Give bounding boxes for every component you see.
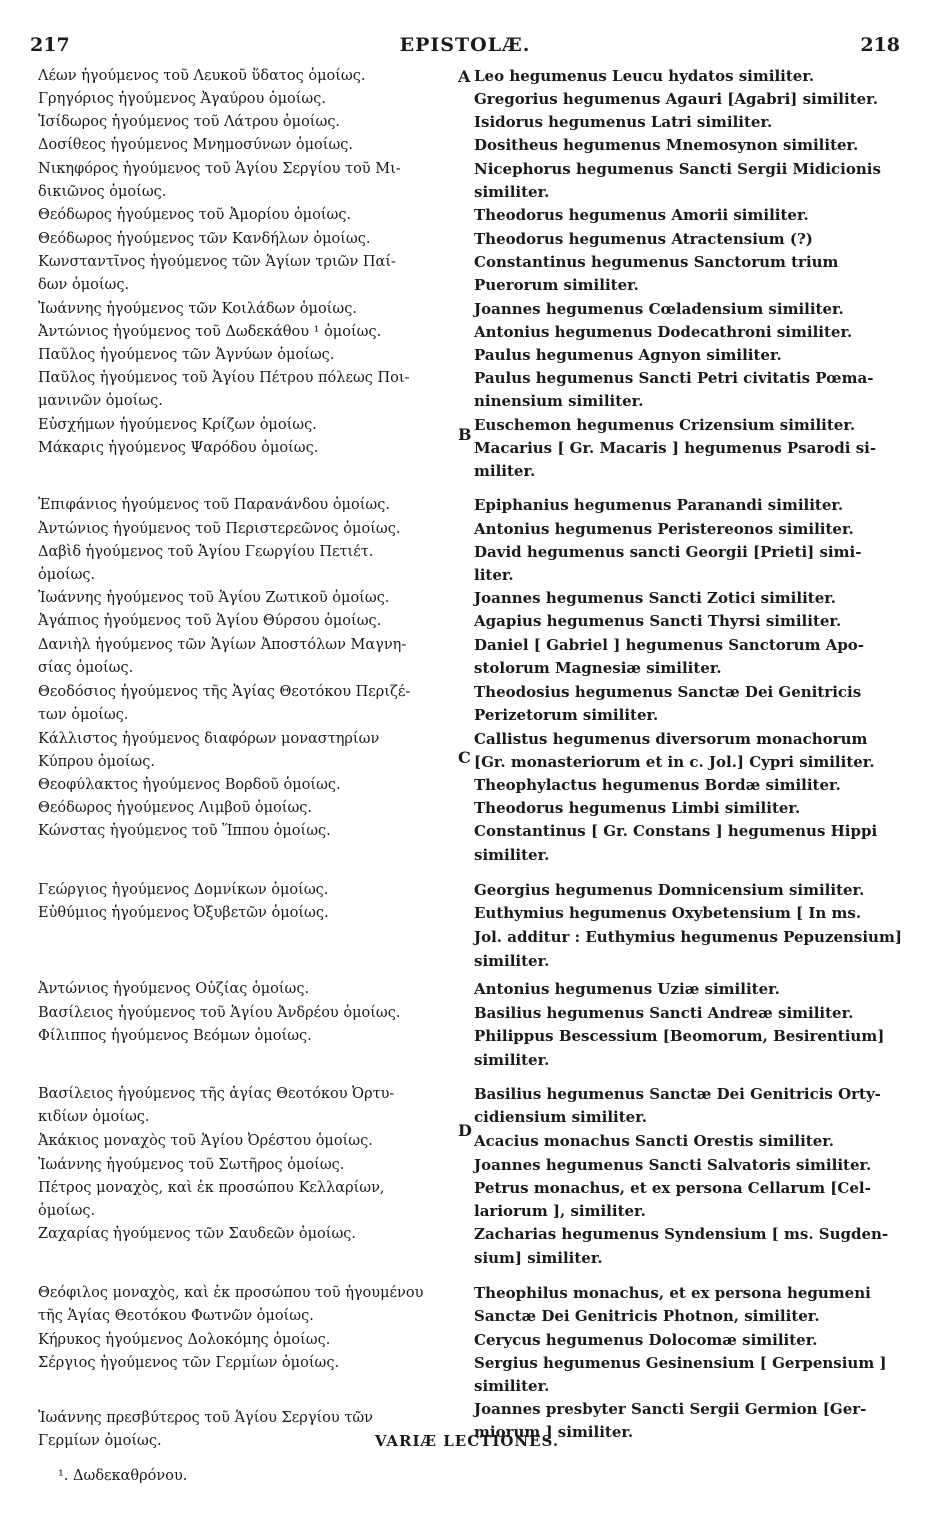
latin-line: Georgius hegumenus Domnicensium similiter.: [474, 881, 865, 899]
margin-letter: A: [458, 67, 471, 86]
latin-line: Basilius hegumenus Sancti Andreæ similiter.: [474, 1004, 854, 1022]
greek-line: των ὁμοίως.: [38, 707, 129, 723]
margin-letter: B: [458, 425, 472, 444]
latin-line: similiter.: [474, 1051, 550, 1069]
greek-line: Γρηγόριος ἡγούμενος Ἀγαύρου ὁμοίως.: [38, 91, 326, 107]
latin-line: Cerycus hegumenus Dolocomæ similiter.: [474, 1331, 818, 1349]
greek-line: δων ὁμοίως.: [38, 277, 130, 293]
latin-line: Theodorus hegumenus Amorii similiter.: [474, 206, 809, 224]
latin-line: Callistus hegumenus diversorum monachorum: [474, 730, 868, 748]
greek-line: Δανιὴλ ἡγούμενος τῶν Ἁγίων Ἀποστόλων Μαγνη-: [38, 637, 407, 653]
greek-line: Ἀκάκιος μοναχὸς τοῦ Ἁγίου Ὀρέστου ὁμοίως.: [38, 1133, 373, 1149]
greek-line: Κάλλιστος ἡγούμενος διαφόρων μοναστηρίων: [38, 731, 380, 747]
margin-letter: C: [458, 748, 471, 767]
latin-line: Theodorus hegumenus Limbi similiter.: [474, 799, 801, 817]
greek-line: Κύπρου ὁμοίως.: [38, 754, 155, 770]
latin-line: Joannes hegumenus Cœladensium similiter.: [474, 300, 844, 318]
greek-line: Νικηφόρος ἡγούμενος τοῦ Ἁγίου Σεργίου τοῦ Μι-: [38, 161, 401, 177]
latin-line: Sergius hegumenus Gesinensium [ Gerpensium ]: [474, 1354, 887, 1372]
greek-line: κιδίων ὁμοίως.: [38, 1109, 150, 1125]
greek-line: Εὐσχήμων ἡγούμενος Κρίζων ὁμοίως.: [38, 417, 317, 433]
left-page-number: 217: [30, 34, 70, 56]
latin-line: Epiphanius hegumenus Paranandi similiter.: [474, 496, 844, 514]
latin-line: militer.: [474, 462, 536, 480]
latin-line: Agapius hegumenus Sancti Thyrsi similiter.: [474, 612, 842, 630]
latin-line: Leo hegumenus Leucu hydatos similiter.: [474, 67, 815, 85]
latin-line: Macarius [ Gr. Macaris ] hegumenus Psarodi si-: [474, 439, 877, 457]
greek-line: Ἀντώνιος ἡγούμενος τοῦ Περιστερεῶνος ὁμοίως.: [38, 521, 401, 537]
greek-line: Ἀντώνιος ἡγούμενος Οὐζίας ὁμοίως.: [38, 981, 310, 997]
latin-line: Joannes presbyter Sancti Sergii Germion [Ger-: [474, 1400, 867, 1418]
greek-line: Κήρυκος ἡγούμενος Δολοκόμης ὁμοίως.: [38, 1332, 331, 1348]
latin-line: similiter.: [474, 846, 550, 864]
latin-line: similiter.: [474, 952, 550, 970]
greek-line: σίας ὁμοίως.: [38, 660, 134, 676]
latin-line: Sanctæ Dei Genitricis Photnon, similiter.: [474, 1307, 820, 1325]
greek-line: Μάκαρις ἡγούμενος Ψαρόδου ὁμοίως.: [38, 440, 319, 456]
right-page-number: 218: [860, 34, 900, 56]
latin-line: Joannes hegumenus Sancti Salvatoris similiter.: [474, 1156, 872, 1174]
latin-line: miorum ] similiter.: [474, 1423, 634, 1441]
greek-line: ὁμοίως.: [38, 1203, 96, 1219]
greek-line: Θεοδόσιος ἡγούμενος τῆς Ἁγίας Θεοτόκου Περιζέ-: [38, 684, 411, 700]
greek-line: Ἐπιφάνιος ἡγούμενος τοῦ Παρανάνδου ὁμοίως.: [38, 497, 390, 513]
greek-line: Γερμίων ὁμοίως.: [38, 1433, 162, 1449]
latin-line: ninensium similiter.: [474, 392, 644, 410]
latin-line: Theophilus monachus, et ex persona hegumeni: [474, 1284, 871, 1302]
greek-line: μανινῶν ὁμοίως.: [38, 393, 163, 409]
latin-line: Constantinus hegumenus Sanctorum trium: [474, 253, 839, 271]
greek-line: Ζαχαρίας ἡγούμενος τῶν Σαυδεῶν ὁμοίως.: [38, 1226, 357, 1242]
latin-line: Euthymius hegumenus Oxybetensium [ In ms.: [474, 904, 862, 922]
latin-line: Nicephorus hegumenus Sancti Sergii Midicionis: [474, 160, 881, 178]
latin-line: Philippus Bescessium [Beomorum, Besirentium]: [474, 1027, 885, 1045]
latin-line: stolorum Magnesiæ similiter.: [474, 659, 722, 677]
greek-line: Θεοφύλακτος ἡγούμενος Βορδοῦ ὁμοίως.: [38, 777, 341, 793]
latin-line: Isidorus hegumenus Latri similiter.: [474, 113, 773, 131]
latin-line: Antonius hegumenus Dodecathroni similiter.: [474, 323, 853, 341]
greek-line: δικιῶνος ὁμοίως.: [38, 184, 167, 200]
latin-line: Jol. additur : Euthymius hegumenus Pepuzensium]: [474, 928, 902, 946]
latin-line: Paulus hegumenus Agnyon similiter.: [474, 346, 782, 364]
margin-letter: D: [458, 1121, 472, 1140]
greek-line: Βασίλειος ἡγούμενος τοῦ Ἁγίου Ἀνδρέου ὁμοίως.: [38, 1005, 401, 1021]
greek-line: τῆς Ἁγίας Θεοτόκου Φωτνῶν ὁμοίως.: [38, 1308, 314, 1324]
latin-line: similiter.: [474, 183, 550, 201]
greek-line: Λέων ἡγούμενος τοῦ Λευκοῦ ὕδατος ὁμοίως.: [38, 68, 366, 84]
greek-line: Βασίλειος ἡγούμενος τῆς ἁγίας Θεοτόκου Ὀρτυ-: [38, 1086, 395, 1102]
greek-line: Δοσίθεος ἡγούμενος Μνημοσύνων ὁμοίως.: [38, 137, 353, 153]
running-title: EPISTOLÆ.: [399, 34, 531, 56]
latin-line: Paulus hegumenus Sancti Petri civitatis Pœma-: [474, 369, 874, 387]
greek-line: ὁμοίως.: [38, 567, 96, 583]
latin-line: Acacius monachus Sancti Orestis similiter.: [474, 1132, 835, 1150]
latin-line: Puerorum similiter.: [474, 276, 639, 294]
latin-line: Euschemon hegumenus Crizensium similiter.: [474, 416, 856, 434]
greek-line: Ἀντώνιος ἡγούμενος τοῦ Δωδεκάθου ¹ ὁμοίως.: [38, 324, 382, 340]
greek-line: Παῦλος ἡγούμενος τῶν Ἀγνύων ὁμοίως.: [38, 347, 335, 363]
latin-line: Daniel [ Gabriel ] hegumenus Sanctorum Apo-: [474, 636, 865, 654]
greek-line: Ἰωάννης ἡγούμενος τοῦ Ἁγίου Ζωτικοῦ ὁμοίως.: [38, 590, 390, 606]
latin-line: Basilius hegumenus Sanctæ Dei Genitricis Orty-: [474, 1085, 881, 1103]
latin-line: Antonius hegumenus Uziæ similiter.: [474, 980, 780, 998]
greek-line: Κωνσταντῖνος ἡγούμενος τῶν Ἁγίων τριῶν Παί-: [38, 254, 396, 270]
greek-line: Θεόφιλος μοναχὸς, καὶ ἐκ προσώπου τοῦ ἡγουμένου: [38, 1285, 424, 1301]
greek-line: Δαβὶδ ἡγούμενος τοῦ Ἁγίου Γεωργίου Πετιέτ.: [38, 544, 374, 560]
greek-line: Γεώργιος ἡγούμενος Δομνίκων ὁμοίως.: [38, 882, 329, 898]
latin-line: Petrus monachus, et ex persona Cellarum [Cel-: [474, 1179, 871, 1197]
greek-line: Φίλιππος ἡγούμενος Βεόμων ὁμοίως.: [38, 1028, 312, 1044]
latin-line: liter.: [474, 566, 514, 584]
page-header: [30, 34, 900, 64]
latin-line: lariorum ], similiter.: [474, 1202, 646, 1220]
latin-line: Antonius hegumenus Peristereonos similiter.: [474, 520, 854, 538]
greek-line: Θεόδωρος ἡγούμενος τῶν Κανδήλων ὁμοίως.: [38, 231, 371, 247]
latin-line: similiter.: [474, 1377, 550, 1395]
greek-line: Εὐθύμιος ἡγούμενος Ὀξυβετῶν ὁμοίως.: [38, 905, 329, 921]
latin-line: Theodorus hegumenus Atractensium (?): [474, 230, 813, 248]
greek-line: Ἰωάννης πρεσβύτερος τοῦ Ἁγίου Σεργίου τῶν: [38, 1410, 374, 1426]
variae-lectiones-heading: VARIÆ LECTIONES.: [374, 1432, 560, 1450]
greek-line: Θεόδωρος ἡγούμενος Λιμβοῦ ὁμοίως.: [38, 800, 313, 816]
greek-line: Σέργιος ἡγούμενος τῶν Γερμίων ὁμοίως.: [38, 1355, 340, 1371]
greek-line: Ἰσίδωρος ἡγούμενος τοῦ Λάτρου ὁμοίως.: [38, 114, 341, 130]
greek-line: Ἀγάπιος ἡγούμενος τοῦ Ἁγίου Θύρσου ὁμοίως.: [38, 613, 382, 629]
latin-line: [Gr. monasteriorum et in c. Jol.] Cypri similiter.: [474, 753, 875, 771]
latin-line: Zacharias hegumenus Syndensium [ ms. Sugden-: [474, 1225, 889, 1243]
latin-line: Gregorius hegumenus Agauri [Agabri] similiter.: [474, 90, 878, 108]
latin-line: Joannes hegumenus Sancti Zotici similiter.: [474, 589, 836, 607]
latin-line: Theodosius hegumenus Sanctæ Dei Genitricis: [474, 683, 862, 701]
greek-line: Πέτρος μοναχὸς, καὶ ἐκ προσώπου Κελλαρίων,: [38, 1180, 385, 1196]
greek-line: Θεόδωρος ἡγούμενος τοῦ Ἀμορίου ὁμοίως.: [38, 207, 352, 223]
greek-line: Κώνστας ἡγούμενος τοῦ Ἵππου ὁμοίως.: [38, 823, 331, 839]
latin-line: sium] similiter.: [474, 1249, 603, 1267]
greek-line: Ἰωάννης ἡγούμενος τοῦ Σωτῆρος ὁμοίως.: [38, 1157, 345, 1173]
latin-line: Theophylactus hegumenus Bordæ similiter.: [474, 776, 841, 794]
footnote: ¹. Δωδεκαθρόνου.: [58, 1468, 188, 1484]
greek-line: Ἰωάννης ἡγούμενος τῶν Κοιλάδων ὁμοίως.: [38, 301, 357, 317]
latin-line: Constantinus [ Gr. Constans ] hegumenus Hippi: [474, 822, 878, 840]
latin-line: Perizetorum similiter.: [474, 706, 659, 724]
latin-line: David hegumenus sancti Georgii [Prieti] simi-: [474, 543, 862, 561]
greek-line: Παῦλος ἡγούμενος τοῦ Ἁγίου Πέτρου πόλεως Ποι-: [38, 370, 410, 386]
latin-line: cidiensium similiter.: [474, 1108, 647, 1126]
latin-line: Dositheus hegumenus Mnemosynon similiter.: [474, 136, 859, 154]
